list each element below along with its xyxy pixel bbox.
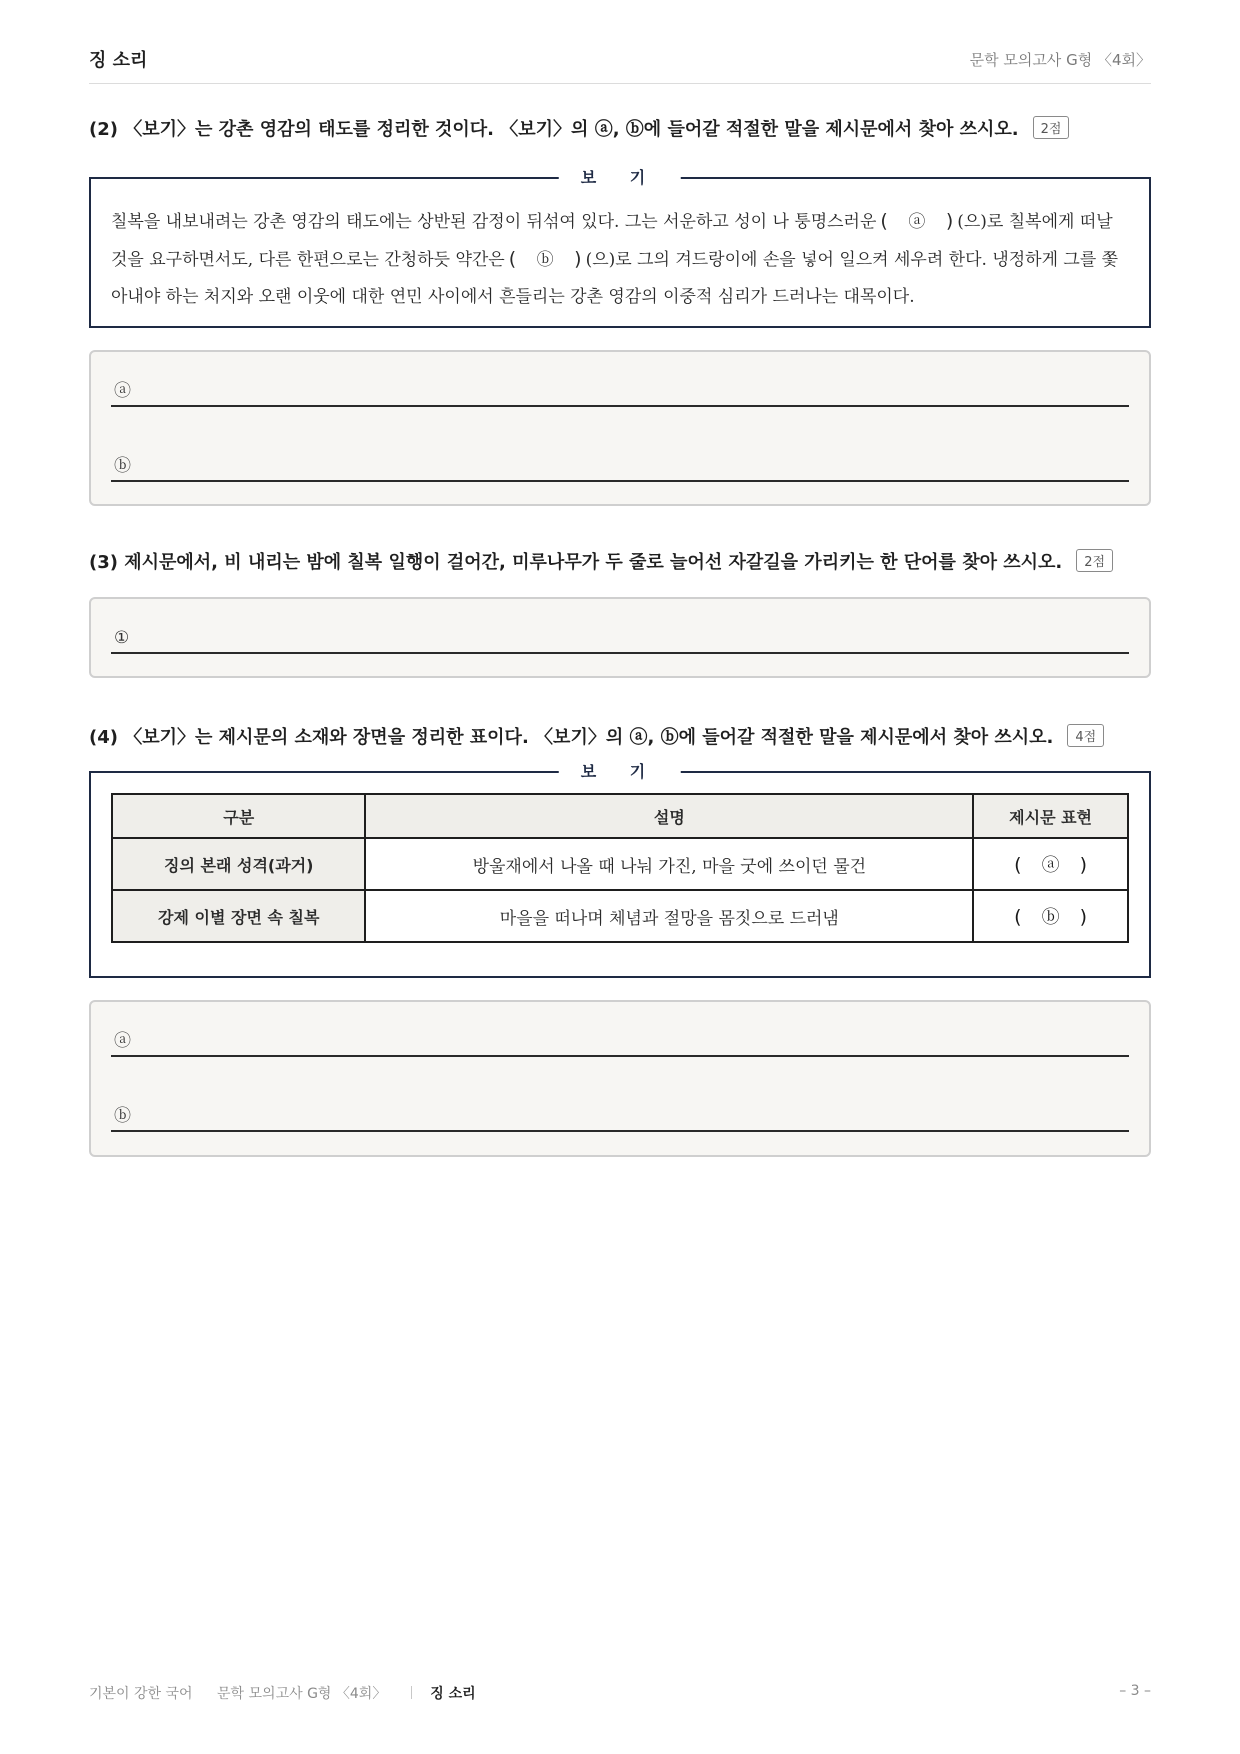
table-header: 제시문 표현	[973, 794, 1128, 838]
answer-box-q2[interactable]	[89, 350, 1151, 506]
page-header	[89, 44, 1151, 84]
question-3	[89, 548, 1113, 574]
answer-mark-a: ⓐ	[114, 1031, 131, 1051]
blank-a: ( ⓐ )	[1014, 851, 1087, 877]
bogi-table	[111, 793, 1129, 943]
blank-a: ( ⓐ )	[880, 203, 953, 241]
question-2-text: (2) 〈보기〉는 강촌 영감의 태도를 정리한 것이다. 〈보기〉의 ⓐ, ⓑ에 들어갈 적절한 말을 제시문에서 찾아 쓰시오.	[89, 119, 1019, 140]
footer-divider	[411, 1686, 412, 1699]
bogi-box-q4	[89, 762, 1151, 978]
question-3-text: (3) 제시문에서, 비 내리는 밤에 칠복 일행이 걸어간, 미루나무가 두 줄로 늘어선 자갈길을 가리키는 한 단어를 찾아 쓰시오.	[89, 552, 1063, 573]
footer-brand: 기본이 강한 국어	[89, 1686, 193, 1702]
answer-line-b[interactable]	[111, 452, 1129, 482]
answer-box-q3[interactable]	[89, 597, 1151, 678]
exam-name: 문학 모의고사 G형 〈4회〉	[969, 51, 1151, 69]
blank-a-mark: ⓐ	[1041, 855, 1060, 876]
answer-box-q4[interactable]	[89, 1000, 1151, 1157]
answer-line-1[interactable]	[111, 624, 1129, 654]
table-row-category: 징의 본래 성격(과거)	[112, 838, 365, 890]
table-row-expression	[973, 838, 1128, 890]
bogi-label: 보 기	[559, 167, 681, 189]
table-row-description: 마을을 떠나며 체념과 절망을 몸짓으로 드러냄	[365, 890, 973, 942]
blank-b: ( ⓑ )	[1014, 903, 1087, 929]
blank-a-mark: ⓐ	[908, 212, 926, 232]
bogi-passage-part3: (으)로 그의 겨드랑이에 손을 넣어 일으켜 세우려 한다. 냉정하게 그를 쫓아내야 하는 처지와 오랜 이웃에 대한 연민 사이에서 흔들리는 강촌 영감의 이중적 심리가 드러나는 대목이다.	[111, 250, 1119, 307]
points-badge: 4점	[1067, 724, 1104, 747]
bogi-passage-part2: (으)로 칠복에게 떠날 것을 요구하면서도, 다른 한편으로는 간청하듯 약간은	[111, 212, 1113, 270]
points-badge: 2점	[1076, 549, 1113, 572]
table-header: 설명	[365, 794, 973, 838]
question-4-text: (4) 〈보기〉는 제시문의 소재와 장면을 정리한 표이다. 〈보기〉의 ⓐ, ⓑ에 들어갈 적절한 말을 제시문에서 찾아 쓰시오.	[89, 727, 1054, 748]
page-number: – 3 –	[1119, 1683, 1151, 1699]
table-row-expression	[973, 890, 1128, 942]
points-badge: 2점	[1033, 116, 1070, 139]
blank-b-mark: ⓑ	[536, 250, 554, 270]
table-row	[112, 838, 1128, 890]
table-header: 구분	[112, 794, 365, 838]
bogi-passage-part1: 칠복을 내보내려는 강촌 영감의 태도에는 상반된 감정이 뒤섞여 있다. 그는 서운하고 성이 나 퉁명스러운	[111, 212, 877, 232]
footer-exam: 문학 모의고사 G형 〈4회〉	[217, 1686, 387, 1702]
blank-b: ( ⓑ )	[509, 241, 582, 279]
table-row	[112, 890, 1128, 942]
answer-mark-a: ⓐ	[114, 381, 131, 401]
answer-line-a[interactable]	[111, 1027, 1129, 1057]
blank-b-mark: ⓑ	[1041, 907, 1060, 928]
table-row-category: 강제 이별 장면 속 칠복	[112, 890, 365, 942]
bogi-box-q2	[89, 168, 1151, 328]
answer-mark-b: ⓑ	[114, 456, 131, 476]
question-4	[89, 723, 1104, 749]
document-title: 징 소리	[89, 50, 148, 71]
bogi-label: 보 기	[559, 761, 681, 783]
answer-line-b[interactable]	[111, 1102, 1129, 1132]
footer-title: 징 소리	[430, 1686, 476, 1702]
answer-mark-b: ⓑ	[114, 1106, 131, 1126]
table-header-row	[112, 794, 1128, 838]
bogi-passage	[91, 179, 1149, 336]
table-row-description: 방울재에서 나올 때 나눠 가진, 마을 굿에 쓰이던 물건	[365, 838, 973, 890]
answer-mark-1: ①	[114, 628, 130, 648]
answer-line-a[interactable]	[111, 377, 1129, 407]
question-2	[89, 115, 1069, 141]
